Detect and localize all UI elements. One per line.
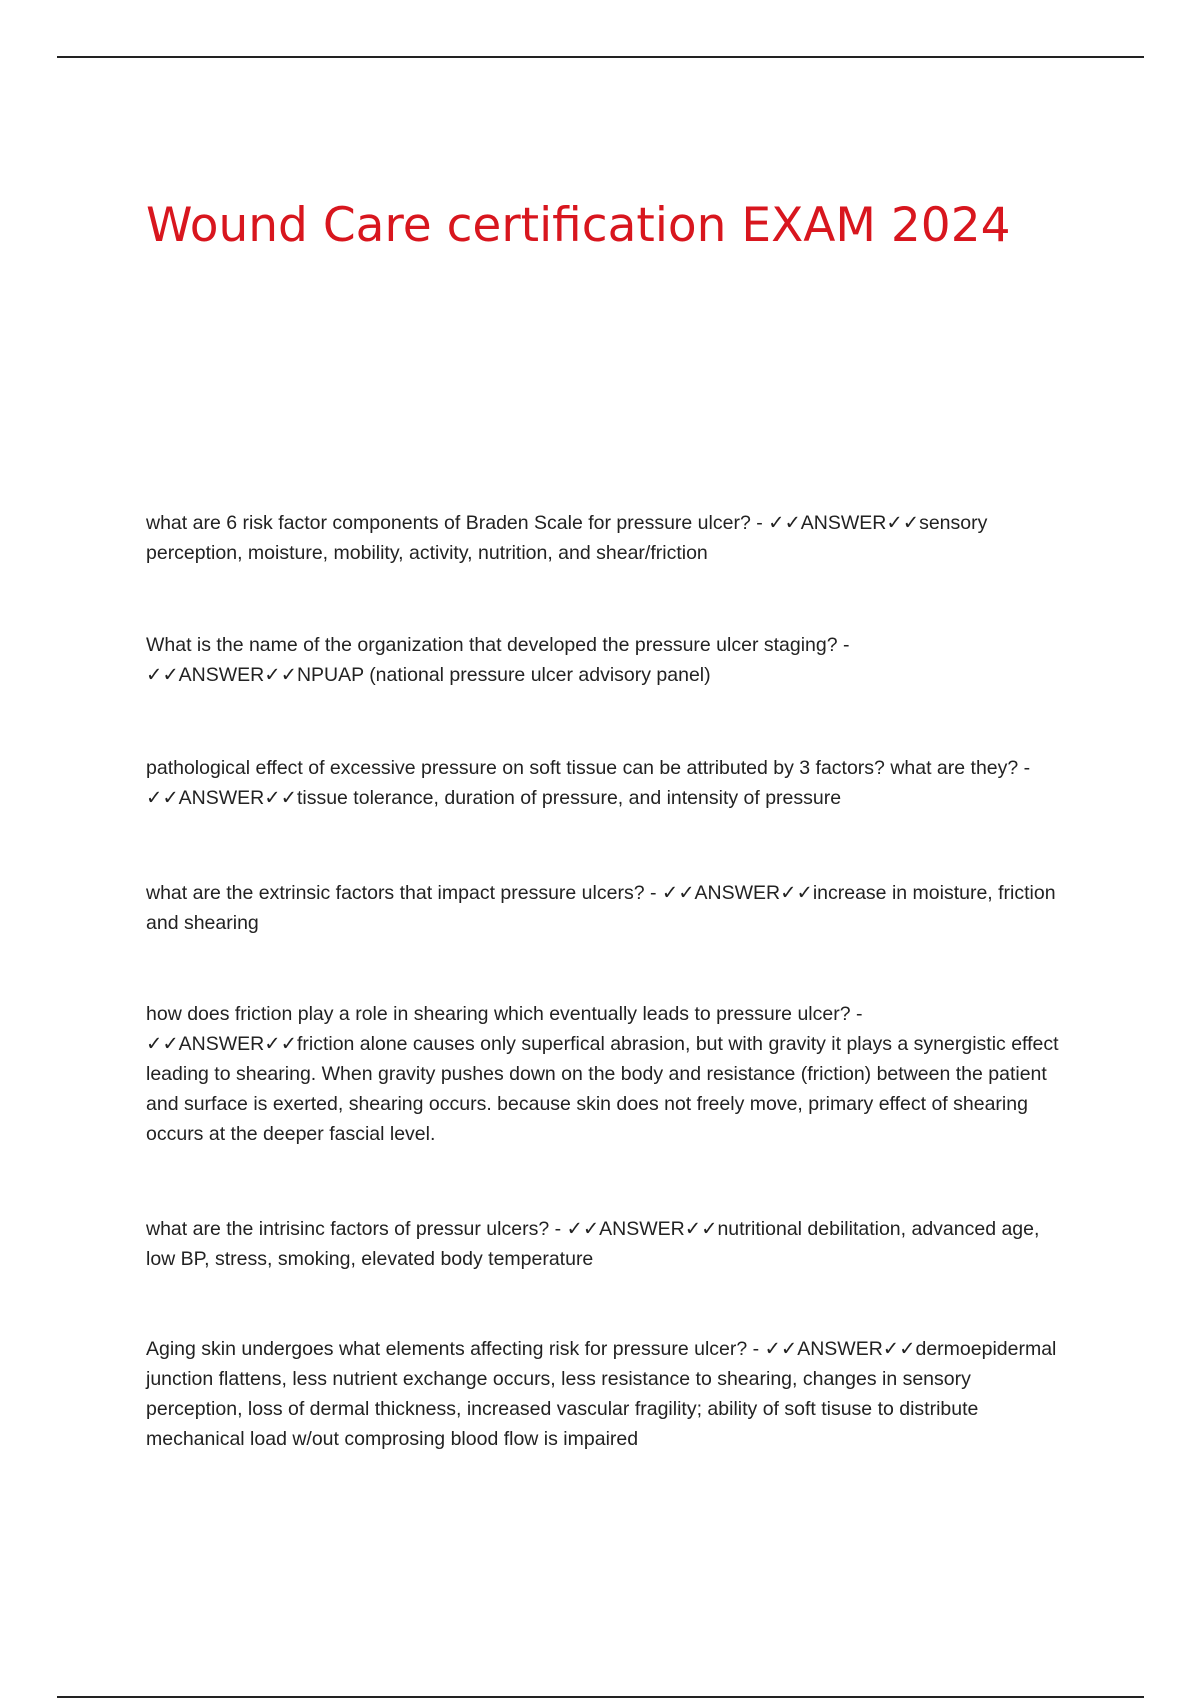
bottom-divider	[57, 1696, 1144, 1698]
qa-item-braden-scale: what are 6 risk factor components of Braden Scale for pressure ulcer? - ✓✓ANSWER✓✓sensory perception, moisture, mobility, activity, nutrition, and shear/friction	[146, 512, 988, 564]
qa-item-aging-skin: Aging skin undergoes what elements affecting risk for pressure ulcer? - ✓✓ANSWER✓✓dermoepidermal junction flattens, less nutrient exchange occurs, less resistance to shearing, changes in sensory perception, loss of dermal thickness, increased vascular fragility; ability of soft tisuse to distribute mechanical load w/out comprosing blood flow is impaired	[146, 1338, 1057, 1450]
top-divider	[57, 56, 1144, 58]
qa-item-staging-organization: What is the name of the organization that developed the pressure ulcer staging? - ✓✓ANSWER✓✓NPUAP (national pressure ulcer advisory panel)	[146, 634, 850, 686]
qa-item-intrinsic-factors: what are the intrisinc factors of pressur ulcers? - ✓✓ANSWER✓✓nutritional debilitation, advanced age, low BP, stress, smoking, elevated body temperature	[146, 1218, 1040, 1270]
qa-item-friction-shearing: how does friction play a role in shearing which eventually leads to pressure ulcer? - ✓✓ANSWER✓✓friction alone causes only superfical abrasion, but with gravity it plays a synergistic effect leading to shearing. When gravity pushes down on the body and resistance (friction) between the patient and surface is exerted, shearing occurs. because skin does not freely move, primary effect of shearing occurs at the deeper fascial level.	[146, 1003, 1059, 1145]
document-title: Wound Care certification EXAM 2024	[146, 198, 1011, 253]
qa-item-extrinsic-factors: what are the extrinsic factors that impact pressure ulcers? - ✓✓ANSWER✓✓increase in moisture, friction and shearing	[146, 882, 1056, 934]
qa-item-pathological-factors: pathological effect of excessive pressure on soft tissue can be attributed by 3 factors? what are they? - ✓✓ANSWER✓✓tissue tolerance, duration of pressure, and intensity of pressure	[146, 757, 1031, 809]
